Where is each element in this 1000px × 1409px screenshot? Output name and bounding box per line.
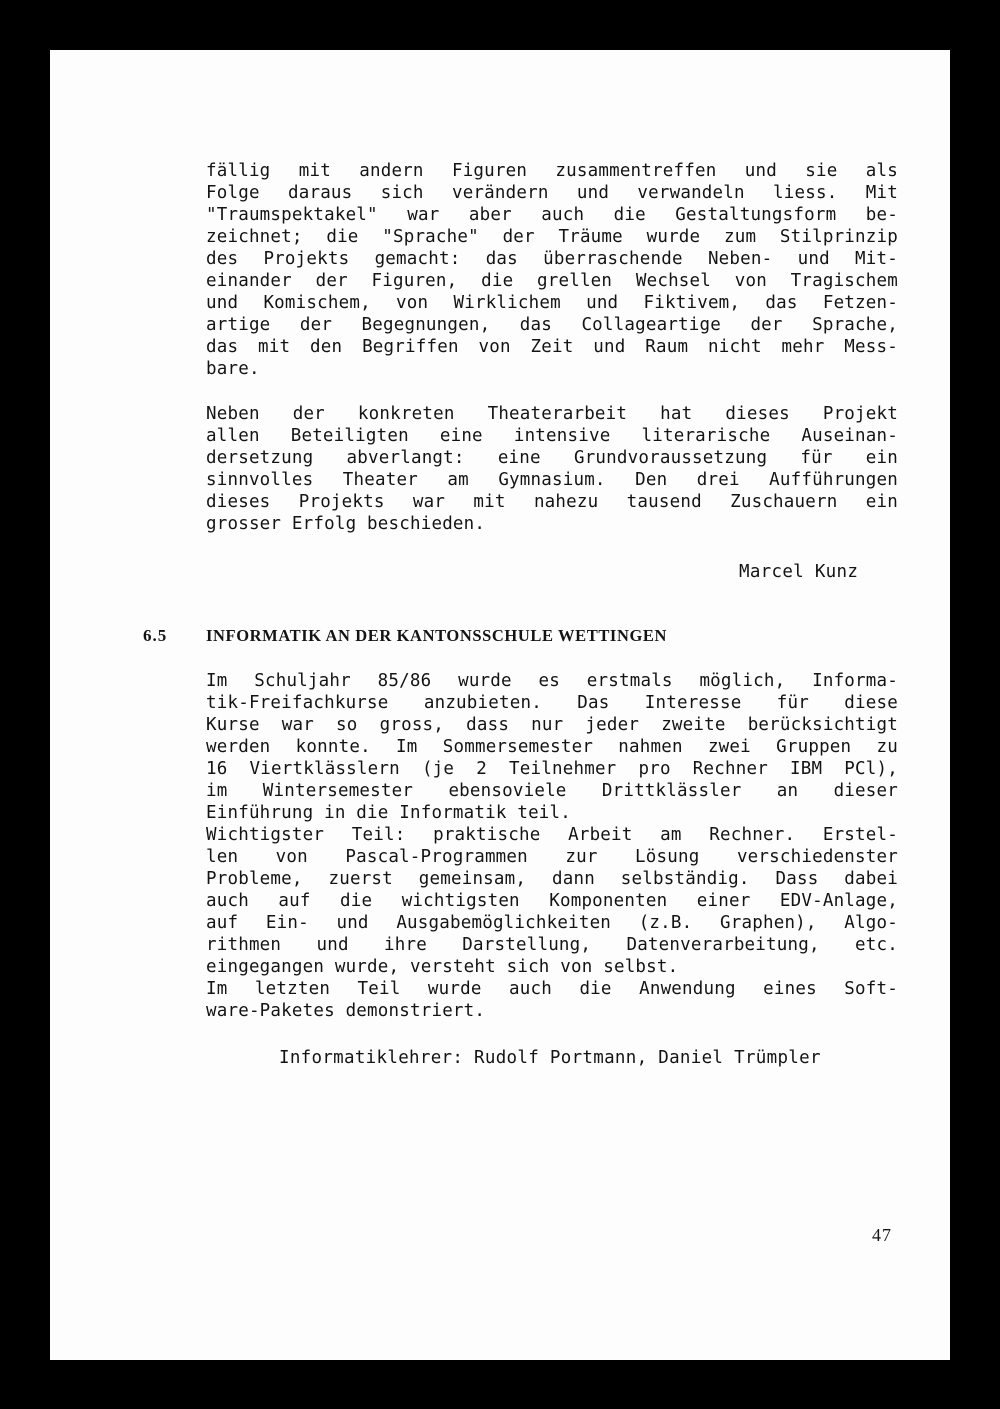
text-line: grosser Erfolg beschieden. (206, 514, 486, 534)
text-line: eingegangen wurde, versteht sich von selbst. (206, 957, 679, 977)
text-line: Folge daraus sich verändern und verwandeln liess. Mit (206, 183, 898, 203)
paragraph-theater-result (206, 403, 898, 535)
text-line: auf Ein- und Ausgabemöglichkeiten (z.B. Graphen), Algo- (206, 913, 898, 933)
text-line: Probleme, zuerst gemeinsam, dann selbständig. Dass dabei (206, 869, 898, 889)
text-line: allen Beteiligten eine intensive literarische Auseinan- (206, 426, 898, 446)
text-line: auch auf die wichtigsten Komponenten einer EDV-Anlage, (206, 891, 898, 911)
author-signature-informatiklehrer: Informatiklehrer: Rudolf Portmann, Daniel Trümpler (279, 1048, 821, 1068)
text-line: sinnvolles Theater am Gymnasium. Den drei Aufführungen (206, 470, 898, 490)
paragraph-theater-description (206, 160, 898, 380)
text-line: artige der Begegnungen, das Collageartige der Sprache, (206, 315, 898, 335)
text-line: bare. (206, 359, 260, 379)
paragraph-informatik (206, 670, 898, 1022)
text-line: 16 Viertklässlern (je 2 Teilnehmer pro Rechner IBM PCl), (206, 759, 898, 779)
text-line: des Projekts gemacht: das überraschende Neben- und Mit- (206, 249, 898, 269)
text-line: dieses Projekts war mit nahezu tausend Zuschauern ein (206, 492, 898, 512)
text-line: dersetzung abverlangt: eine Grundvoraussetzung für ein (206, 448, 898, 468)
text-line: zeichnet; die "Sprache" der Träume wurde zum Stilprinzip (206, 227, 898, 247)
text-line: Im letzten Teil wurde auch die Anwendung eines Soft- (206, 979, 898, 999)
text-line: rithmen und ihre Darstellung, Datenverarbeitung, etc. (206, 935, 898, 955)
text-line: einander der Figuren, die grellen Wechsel von Tragischem (206, 271, 898, 291)
section-number: 6.5 (143, 626, 168, 645)
text-line: und Komischem, von Wirklichem und Fiktivem, das Fetzen- (206, 293, 898, 313)
text-line: werden konnte. Im Sommersemester nahmen zwei Gruppen zu (206, 737, 898, 757)
text-line: "Traumspektakel" war aber auch die Gestaltungsform be- (206, 205, 898, 225)
page-number: 47 (872, 1225, 892, 1245)
author-signature-kunz: Marcel Kunz (739, 562, 859, 582)
text-line: das mit den Begriffen von Zeit und Raum nicht mehr Mess- (206, 337, 898, 357)
text-line: ware-Paketes demonstriert. (206, 1001, 486, 1021)
text-line: im Wintersemester ebensoviele Drittklässler an dieser (206, 781, 898, 801)
text-line: Wichtigster Teil: praktische Arbeit am Rechner. Erstel- (206, 825, 898, 845)
text-line: len von Pascal-Programmen zur Lösung verschiedenster (206, 847, 898, 867)
text-line: fällig mit andern Figuren zusammentreffen und sie als (206, 161, 898, 181)
text-line: tik-Freifachkurse anzubieten. Das Interesse für diese (206, 693, 898, 713)
section-title: INFORMATIK AN DER KANTONSSCHULE WETTINGEN (206, 626, 668, 645)
text-line: Einführung in die Informatik teil. (206, 803, 572, 823)
text-line: Neben der konkreten Theaterarbeit hat dieses Projekt (206, 404, 898, 424)
text-line: Kurse war so gross, dass nur jeder zweite berücksichtigt (206, 715, 898, 735)
text-line: Im Schuljahr 85/86 wurde es erstmals möglich, Informa- (206, 671, 898, 691)
